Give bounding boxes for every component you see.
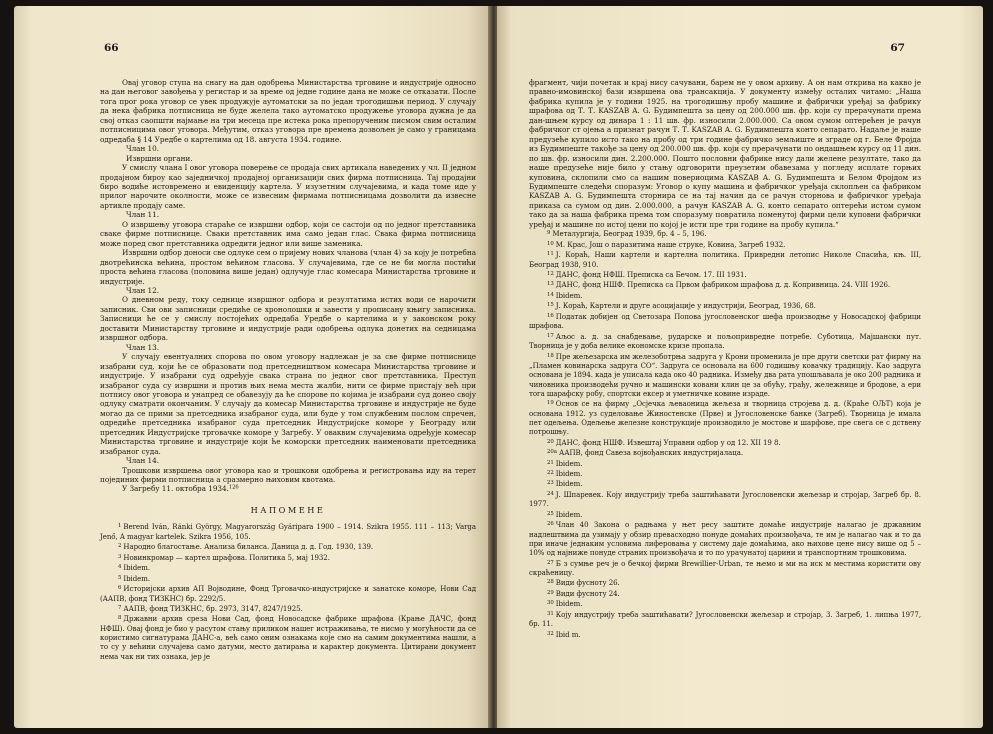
footnote-number: 24 <box>547 490 554 497</box>
footnote <box>100 563 476 573</box>
footnote <box>529 510 921 520</box>
footnote <box>100 614 476 662</box>
footnote <box>529 459 921 469</box>
footnote-text: Види фусноту 24. <box>555 590 620 599</box>
footnote-text: Податак добијен од Светозара Попова југословенског шефа производње у Новосадској фабрици шрафова. <box>529 313 921 331</box>
footnote-text: Ibidem. <box>555 459 583 468</box>
footnote-text: Ibidem. <box>555 510 583 519</box>
footnote <box>529 490 921 510</box>
footnote-number: 20 <box>547 438 554 445</box>
footnote <box>529 599 921 609</box>
footnote <box>529 469 921 479</box>
footnote <box>529 578 921 588</box>
paragraph <box>100 78 476 144</box>
article-heading <box>100 456 476 465</box>
article-heading <box>100 286 476 295</box>
footnote-text: ААПВ, фонд ТИЗКНС, бр. 2973, 3147, 8247/1925. <box>123 605 303 614</box>
footnote <box>529 479 921 489</box>
footnote-text: Ibidem. <box>555 470 583 479</box>
footnote-number: 20a <box>547 449 557 456</box>
footnote-number: 3 <box>118 553 122 560</box>
footnote-number: 7 <box>118 604 122 611</box>
footnote <box>100 584 476 604</box>
footnote <box>529 291 921 301</box>
signature-date <box>100 484 476 493</box>
notes-heading: НАПОМЕНЕ <box>250 504 326 515</box>
paragraph-text: Овај уговор ступа на снагу на дан одобрења Министарства трговине и индустрије односно на дан његовог завођења у регистар и за време од једне године дана не може се отказати. После тога пpoг рока уговор се увек продужује аутоматски за по један трогодишњи период. У случају да нека фабрика потписница не буде желела тако аутоматско продужење уговора дужна је да свој отказ саопшти најмање на три месеца пре истека рока препорученим писмом свим осталим потписницима овог уговора. Међутим, отказ уговора пре времена дозвољен је само у границама одредаба § 14 Уредбе о картелима од 18. августа 1934. године. <box>100 78 476 144</box>
page-number: 67 <box>890 42 905 54</box>
footnote <box>529 301 921 311</box>
footnote-text: ААПВ, фонд Савеза војвођанских индустријалаца. <box>558 449 744 458</box>
footnote-number: 9 <box>547 230 551 237</box>
paragraph <box>100 295 476 342</box>
footnote <box>100 574 476 584</box>
footnote-number: 14 <box>547 291 554 298</box>
footnote-text: Историјски архив АП Војводине, Фонд Трговачко-индустријске и занатске коморе, Нови Сад (ААПВ, фонд ТИЗКНС) бр. 2292/5. <box>100 585 476 603</box>
footnote <box>529 520 921 558</box>
footnote-text: М. Крас, Још о паразитима наше струке, Ковина, Загреб 1932. <box>555 240 786 249</box>
footnotes <box>529 229 921 640</box>
paragraph <box>100 220 476 248</box>
footnote-text: Ibidem. <box>555 600 583 609</box>
footnote-number: 16 <box>547 312 554 319</box>
footnote <box>529 240 921 250</box>
footnote-text: Berend Iván, Ránki György, Magyarország Gyáripara 1900 – 1914. Szikra 1955. 111 – 113; Varga Jenő, A magyar kartelek. Szikra 1956, 105. <box>100 523 476 541</box>
footnote-number: 11 <box>547 251 554 258</box>
footnote-text: Ј. Кораћ, Наши картели и картелна политика. Привредни летопис Николе Спасића, књ. III, Београд 1938, 910. <box>529 251 921 269</box>
paragraph <box>100 352 476 456</box>
footnote-number: 17 <box>547 332 554 339</box>
paragraph <box>100 163 476 210</box>
paragraph-text: У случају евентуалних спорова по овом уговору надлежан је за све фирме потписнице изабрани суд, који ће се образовати под претседништвом комесара Министарства трговине и индустрије. У изабрани суд одређује свака страна по једног свог претставника. Преступ изабраног суда су извршни и против њих нема места жалби, нити се фирме пристају већ при потпису овог уговора и унапред се обавезују да ће спорове по којима је изабрани суд донео своју одлуку сматрати окончаним. У случају да комесар Министарства трговине и индустрије не буде могао да се прими за претседника изабраног суда, или буде у том службеним послом спречен, одредиће претседника изабраног суда претседник Индустријске коморе у Београду или претседник Индустријске трговачке коморе у Загребу. У оваквим случајевима одређује комесар Министарства трговине и индустрије који ће коморски претседник наименовати претседника изабраног суда. <box>100 352 476 456</box>
footnote <box>529 630 921 640</box>
paragraph-text: Члан 13. <box>126 342 160 352</box>
footnote-number: 13 <box>547 281 554 288</box>
footnote <box>529 312 921 332</box>
paragraph-text: Трошкови извршења овог уговора као и трошкови одобрења и регистровања иду на терет појединих фирми потписница а сразмерно њиховим квотама. <box>100 465 476 485</box>
paragraph <box>100 248 476 286</box>
paragraph-text: О извршењу уговора стараће се извршни одбор, који се састоји од по једног претставника сваке фирме потписнице. Сваки претставник има само један глас. Свака фирма потписница може поред свог претставника одредити једног или више заменика. <box>100 219 476 248</box>
paragraph-text: Члан 12. <box>126 285 160 295</box>
footnote-text: Државни архив среза Нови Сад, фонд Новосадске фабрике шрафова (Крање ДАЧС, фонд НФШ). Овај фонд је био у расутом стању приликом нашег истраживања, те нисмо у могућности да се користимо сигнатурама ДАНС-а, већ само оним ознакама које смо на самим документима нашли, а то су у већини случајева само датуми, место датирања и карактер документа. Цитирани документ нема чак ни тих ознака, јер је <box>100 615 476 661</box>
footnote-number: 22 <box>547 470 554 476</box>
footnote-text: Ibid m. <box>555 630 581 639</box>
footnote-number: 19 <box>547 400 554 407</box>
footnote-number: 5 <box>118 574 122 581</box>
footnote <box>529 559 921 579</box>
footnote-text: Новинкромар — картел шрафова. Политика 5, мај 1932. <box>123 553 330 562</box>
footnote <box>529 438 921 448</box>
paragraph-text: Члан 10. <box>126 144 160 154</box>
paragraph-text: У смислу члана I овог уговора поверење се продаја свих артикала наведених у чл. II једном продајном бироу као заједничкој продајној организацији свих фирма потписница. Тај продајни биро водиће истовремено и евиденцију картела. У изузетним случајевима, и када томе иде у прилог нарочите околности, може се извесним фирмама потписницама дозволити да извесне артикле продају саме. <box>100 163 476 210</box>
footnote-number: 29 <box>547 589 554 596</box>
footnote-text: ДАНС, фонд НФШ. Преписка са Бечом. 17. III 1931. <box>555 271 747 280</box>
footnote-text: Пре жељезарска им железоботрња задруга у Крони променила је пре други светски рат фирму на „Пламен ковинарска задруга СО“. Задруга се основала на 600 годишњу ковачку традицију. Као задруга основана је 1894. када је уписала када око 40 радника. Између два рата упошљавала је око 200 радника и чиновника производећи ручно и машински ковани клин це за обућу, грађу, жележнице и бродове, а ери тога шарафску робу, спортски ексер и уметничке ковине изрaде. <box>529 352 922 398</box>
article-text <box>100 78 476 494</box>
left-page-body <box>100 78 476 662</box>
right-page-body <box>529 78 921 640</box>
footnote-number: 2 <box>118 543 122 550</box>
article-heading <box>100 210 476 219</box>
footnote-text: Металургија, Београд 1939, бр. 4 – 5, 196. <box>552 230 707 239</box>
footnote <box>529 250 921 270</box>
paragraph <box>100 466 476 485</box>
footnote <box>529 280 921 290</box>
footnote <box>529 332 921 352</box>
footnote-text: Ibidem. <box>123 564 151 573</box>
footnote-text: Види фусноту 26. <box>555 579 620 588</box>
footnote-text: Народно благостање. Анализа биланса. Даница д. д. Год. 1930, 139. <box>123 543 374 552</box>
footnote-number: 21 <box>547 459 554 466</box>
footnote <box>529 448 921 458</box>
footnote-text: ДАНС, фонд НШФ. Извештај Управни одбор у од 12. XII 19 8. <box>555 438 781 447</box>
paragraph-text: У Загребу 11. октобра 1934. <box>122 484 229 494</box>
footnote-number: 4 <box>118 564 122 571</box>
footnote-text: Коју индустрију треба заштићавати? Југословенски жељезар и стројар, 3. Загреб, 1. липња 1977, бр. 11. <box>529 611 921 629</box>
left-page <box>14 6 490 728</box>
article-heading <box>100 144 476 153</box>
footnote-number: 27 <box>547 559 554 566</box>
footnote-number: 32 <box>547 630 554 637</box>
footnotes <box>100 522 476 662</box>
paragraph-text: Извршни одбор доноси све одлуке сем о пријему нових чланова (члан 4) за коју је потребна двотрећинска већина, простом већином гласова. У случајевима, где се не би могла постићи проста већина гласова (половина више један) одлучује глас комесара Министарства трговине и индустрије. <box>100 248 476 286</box>
footnote-text: Ibidem. <box>123 574 151 583</box>
footnote-text: Основ се на фирму „Осјечка љеваоница жељеза и творница стројева д. д. (Краће ОЉТ) која је основана 1912. уз суделовање Жиностенске (Прве) и Југословенске банке (Загреб). Творница је имала пет одељења. Одељење железне конструкције производило је мостове и шарфове, пре свега се с дствену потрошњу. <box>529 400 921 437</box>
footnote-text: Аљос а. д. за снабдевање, рударске и пољопривредне потребе. Суботица, Мајшански пут. Творница је у доба велике економске кризе пропала. <box>529 332 921 351</box>
article-heading <box>100 343 476 352</box>
footnote-number: 30 <box>547 600 554 607</box>
footnote <box>100 604 476 614</box>
footnote <box>529 270 921 280</box>
paragraph-text: Извршни органи. <box>126 153 193 163</box>
footnote-number: 8 <box>118 615 122 622</box>
footnote <box>529 610 921 630</box>
footnote <box>100 522 476 542</box>
footnote-text: ДАНС, фонд НШФ. Преписка са Првом фабриком шрафова д. д. Копривница. 24. VIII 1926. <box>555 281 891 290</box>
footnote-number: 12 <box>547 271 554 277</box>
footnote <box>100 553 476 563</box>
paragraph-text: Члан 11. <box>126 210 160 220</box>
footnote-number: 6 <box>118 585 122 592</box>
footnote-text: Ibidem. <box>555 480 583 489</box>
footnote <box>529 352 921 400</box>
paragraph-text: Члан 14. <box>126 456 160 466</box>
article-heading <box>100 154 476 163</box>
footnote-text: Ј. Кораћ, Картели и друге асоцијације у индустрији, Београд, 1936, 68. <box>555 302 816 311</box>
footnote-number: 28 <box>547 579 554 586</box>
footnote-number: 25 <box>547 510 554 517</box>
footnote <box>529 229 921 239</box>
footnote-number: 18 <box>547 352 554 359</box>
right-page <box>497 6 983 728</box>
footnote-text: Ј. Шпаревек. Коју индустрију треба заштићавати Југословенски жељезар и стројар, Загреб бр. 8. 1977. <box>529 491 921 509</box>
footnote-text: Ibidem. <box>555 292 583 301</box>
footnote <box>529 589 921 599</box>
footnote-text: Члан 40 Закона о радњама у њет ресу заштите домаће индустрије налагао је државним надлештвима да узимају у обзир превасходно понуде домаћих произвођача, те им је налагао чак и то да при иначе једнаким условима лиферовања у систему даје домаћима, ако њихове цене нису више од 5 – 10% од најниже понуде страних произвођача и то по урачунатој царини и транспортним трошковима. <box>529 521 921 558</box>
footnote <box>529 399 921 437</box>
footnote-number: 23 <box>547 480 554 487</box>
page-number: 66 <box>104 42 119 54</box>
footnote-number: 31 <box>547 610 554 617</box>
footnote-text: Б з сумње реч је о бечкој фирми Brewillier-Urban, те њемо и ми на иск м местима користити ову скраћеницу. <box>529 559 921 578</box>
footnote-number: 1 <box>118 523 122 530</box>
footnote-marker: 126 <box>228 484 239 491</box>
footnote-number: 15 <box>547 302 554 309</box>
footnote <box>100 542 476 552</box>
footnote-number: 10 <box>547 240 554 247</box>
footnote-number: 26 <box>547 521 554 528</box>
paragraph-text: О дневном реду, току седнице извршног одбора и резултатима истих води се нарочити записник. Сви ови записници средиће се хронолошки и завести у прописану књигу записника. Записници ће се у смислу постојећих одредаба Уредбе о картелима и у законском року доставити Министарству трговине и индустрије ради одобрења одлука донетих на седницама извршног одбора. <box>100 295 476 343</box>
footnote-continuation: фрагмент, чији почетак и крај нису сачувани, барем не у овом архиву. А он нам открива на какво је правно-имовинској бази извршена ова трансакција. У документу између осталих читамо: „Наша фабрика купила је у години 1925. на трогодишњу пробу машине и фабрички уређај за фабрику шрафова од Т. Т. KASZAB A. G. Будимпешта за цену од 200.000 шв. фр. који су прерачунати према дан-шњем курсу од динара 1 : 11 шв. фр. износили 2.000.000. Са овом сумом оптерећен је рачун фабричког ст ојења а признат рачун Т. Т. KASZAB A. G. Будимпешта конто сепарато. Надаље је наше предузеће купило исто тако на пробу од три године фабричко земљиште и зграде од г. Беле Фројда из Будимпеште такође за цену од 200.000 шв. фр. који су прерачунати по ондашњем курсу од 11 дин. по шв. фр. износили дин. 2.200.000. Пошто пословни фабрике нису дали желене резултате, тако да наше предузеће није било у стању одговорити преузетим обавезама у погледу исплате горњих куповина, склопили смо са нашим повериоцима KASZAB A. G. Будимпешта и Белом Фројдом из Будимпеште следећи споразум: Уговор о купу машина и фабричког уређаја склопљен са фабриком KASZAB A. G. Будимпешта сторнира се на тај начин да се рачун сторнова и фабричког уређаја приказа са сумом од дин. 2.000.000, а рачун KASZAB A. G. конто сепарато оптерећи истом сумом тако да за наша фабрика према том споразуму повратила поменутој фирми цели куповни фабрички уређај и машине по истој цени по којој је исти пре три године на пробу купила.“ <box>529 78 921 229</box>
